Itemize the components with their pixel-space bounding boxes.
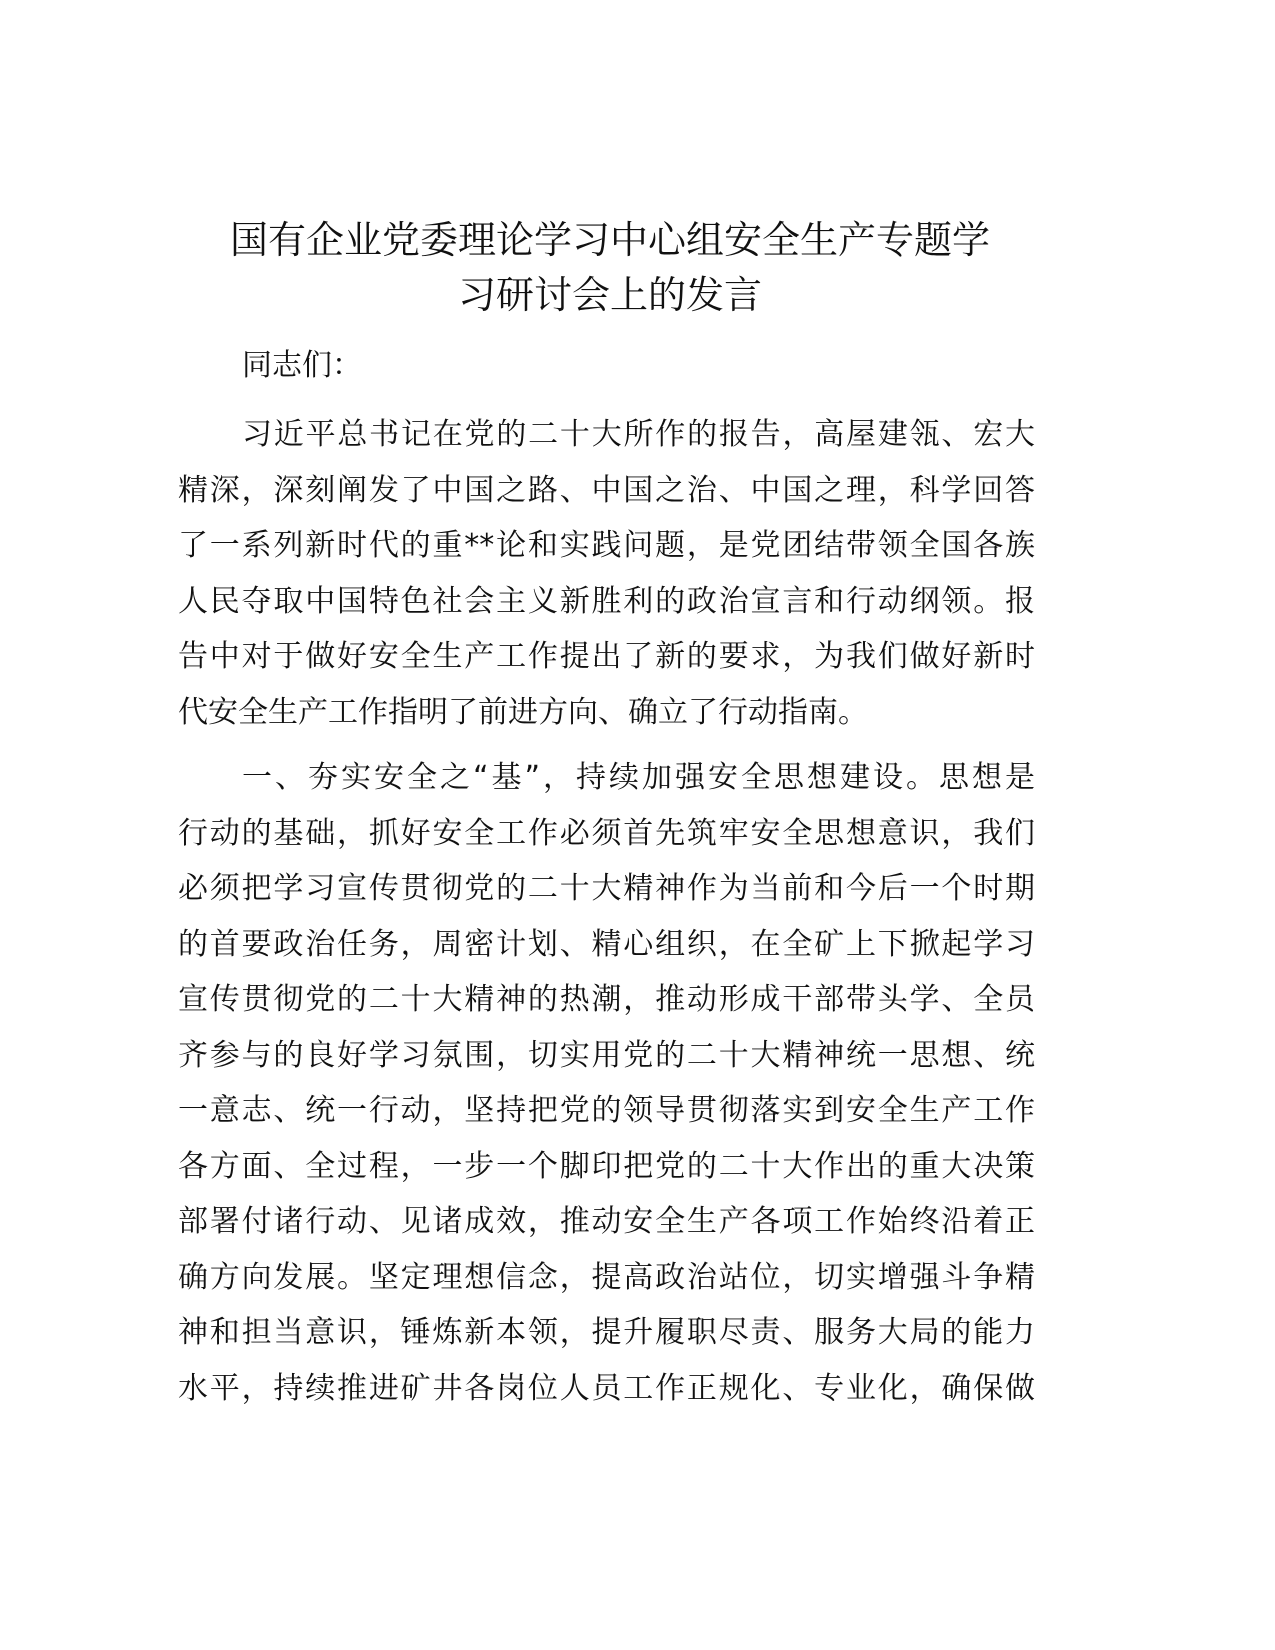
text-line: 齐参与的良好学习氛围，切实用党的二十大精神统一思想、统: [178, 1037, 1035, 1073]
text-line: 神和担当意识，锤炼新本领，提升履职尽责、服务大局的能力: [178, 1315, 1035, 1350]
text-line: 告中对于做好安全生产工作提出了新的要求，为我们做好新时: [178, 639, 1035, 674]
text-line: 习近平总书记在党的二十大所作的报告，高屋建瓴、宏大: [242, 417, 1035, 452]
document-title-line-1: 国有企业党委理论学习中心组安全生产专题学: [229, 218, 990, 262]
text-line: 的首要政治任务，周密计划、精心组织，在全矿上下掀起学习: [178, 926, 1035, 962]
text-line: 部署付诸行动、见诸成效，推动安全生产各项工作始终沿着正: [178, 1204, 1035, 1239]
text-line: 水平，持续推进矿井各岗位人员工作正规化、专业化，确保做: [178, 1370, 1035, 1406]
text-line: 精深，深刻阐发了中国之路、中国之治、中国之理，科学回答: [178, 472, 1035, 508]
text-line: 各方面、全过程，一步一个脚印把党的二十大作出的重大决策: [178, 1148, 1035, 1184]
text-line: 了一系列新时代的重**论和实践问题，是党团结带领全国各族: [178, 528, 1035, 563]
paragraph-1: [178, 407, 1035, 740]
text-line: 一意志、统一行动，坚持把党的领导贯彻落实到安全生产工作: [178, 1093, 1035, 1128]
text-line: 宣传贯彻党的二十大精神的热潮，推动形成干部带头学、全员: [178, 982, 1035, 1017]
text-line: 确方向发展。坚定理想信念，提高政治站位，切实增强斗争精: [178, 1259, 1035, 1295]
greeting: [178, 338, 1035, 394]
text-line: 行动的基础，抓好安全工作必须首先筑牢安全思想意识，我们: [178, 815, 1035, 851]
paragraph-2: [178, 750, 1035, 1416]
document-title-line-2: 习研讨会上的发言: [457, 273, 762, 317]
greeting-text: 同志们：: [242, 348, 362, 383]
text-line: 一、夯实安全之“基”，持续加强安全思想建设。思想是: [242, 760, 1035, 795]
text-line: 代安全生产工作指明了前进方向、确立了行动指南。: [178, 694, 868, 730]
text-line: 人民夺取中国特色社会主义新胜利的政治宣言和行动纲领。报: [178, 583, 1035, 619]
text-line: 必须把学习宣传贯彻党的二十大精神作为当前和今后一个时期: [178, 871, 1035, 906]
